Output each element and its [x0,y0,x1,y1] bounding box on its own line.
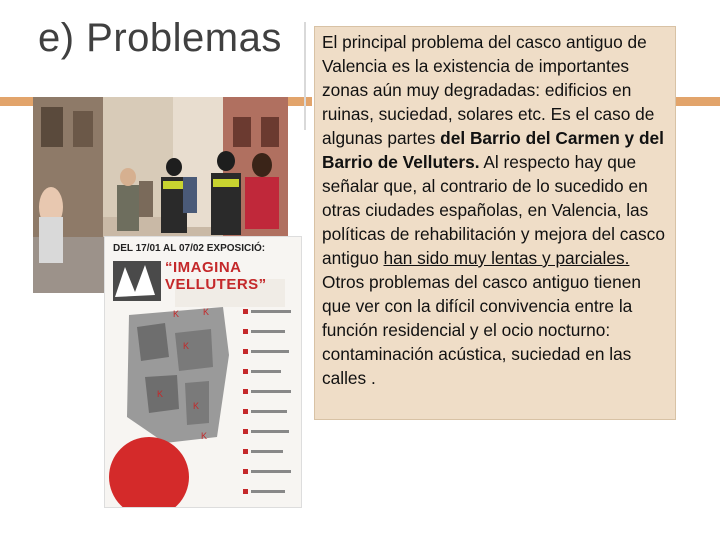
poster-header: DEL 17/01 AL 07/02 EXPOSICIÓ: [113,243,266,254]
svg-text:K: K [157,389,164,399]
svg-text:K: K [183,341,190,351]
exhibition-poster [104,236,302,508]
slide-title: e) Problemas [38,16,282,60]
neighborhoods-highlight: del Barrio del Carmen y del Barrio de Velluters. [322,128,664,172]
paragraph-1-continued: Al respecto hay que señalar que, al contrario de lo sucedido en otras ciudades españolas, en Valencia, las políticas de rehabilitación y mejora del casco antiguo [322,152,665,268]
problem-description [322,30,672,390]
paragraph-2-text: Otros problemas del casco antiguo tienen que ver con la difícil convivencia entre la función residencial y el ocio nocturno: contaminación acústica, suciedad en las calles . [322,272,641,388]
svg-text:K: K [203,307,210,317]
slow-policies-underline: han sido muy lentas y parciales. [383,248,630,268]
accent-divider [304,22,306,130]
svg-text:K: K [193,401,200,411]
svg-text:K: K [201,431,208,441]
paragraph-1-text: El principal problema del casco antiguo de Valencia es la existencia de importantes zonas aún muy degradadas: edificios en ruinas, suciedad, solares etc. Es el caso de algunas partes [322,32,655,148]
poster-title: “IMAGINA VELLUTERS” [165,259,267,293]
svg-text:K: K [173,309,180,319]
